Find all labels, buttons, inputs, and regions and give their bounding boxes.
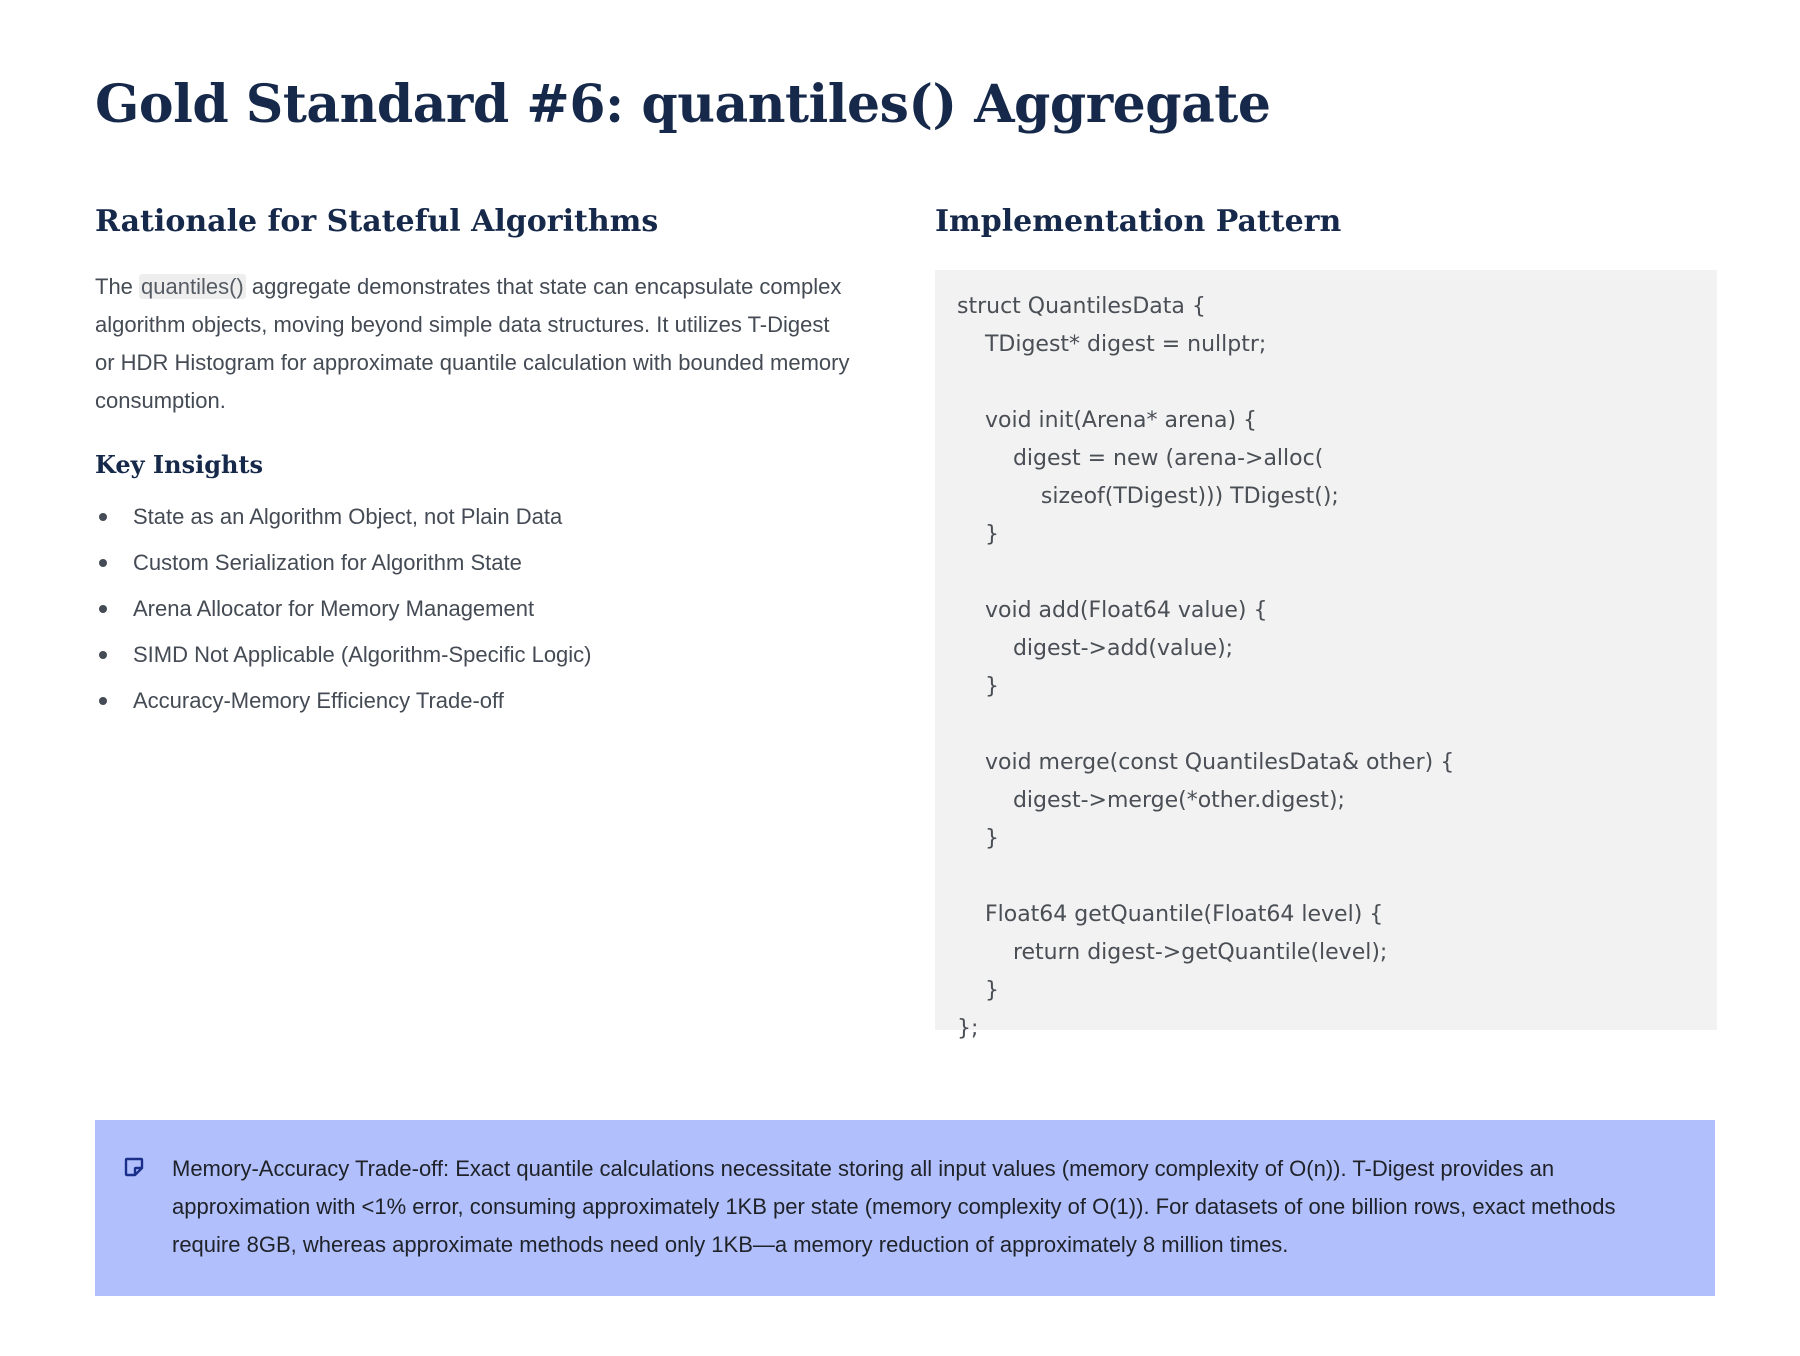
code-line: }	[957, 978, 999, 1003]
code-line	[957, 706, 1695, 744]
intro-text-end: aggregate demonstrates that state can encapsulate complex algorithm objects, moving beyond simple data structures. It utilizes T-Digest or HDR Histogram for approximate quantile calculation with bounded memory consumption.	[95, 274, 850, 413]
code-line	[957, 554, 1695, 592]
code-line	[957, 858, 1695, 896]
code-line: digest->add(value);	[957, 636, 1234, 661]
rationale-paragraph	[95, 268, 855, 420]
callout-text: Memory-Accuracy Trade-off: Exact quantile calculations necessitate storing all input values (memory complexity of O(n)). T-Digest provides an approximation with <1% error, consuming approximately 1KB per state (memory complexity of O(1)). For datasets of one billion rows, exact methods require 8GB, whereas approximate methods need only 1KB—a memory reduction of approximately 8 million times.	[172, 1156, 1616, 1257]
list-item	[95, 594, 855, 624]
bullet-icon	[99, 559, 107, 567]
insight-text: Accuracy-Memory Efficiency Trade-off	[133, 688, 504, 713]
code-line: }	[957, 826, 999, 851]
list-item	[95, 686, 855, 716]
rationale-section	[95, 200, 855, 732]
note-icon	[123, 1156, 145, 1178]
rationale-heading: Rationale for Stateful Algorithms	[95, 204, 659, 239]
code-line: digest->merge(*other.digest);	[957, 788, 1345, 813]
code-line: digest = new (arena->alloc(	[957, 446, 1324, 471]
inline-code-quantiles: quantiles()	[141, 274, 244, 299]
bullet-icon	[99, 513, 107, 521]
insight-text: SIMD Not Applicable (Algorithm-Specific Logic)	[133, 642, 592, 667]
insight-text: Custom Serialization for Algorithm State	[133, 550, 522, 575]
insight-text: Arena Allocator for Memory Management	[133, 596, 535, 621]
code-line: struct QuantilesData {	[957, 294, 1206, 319]
callout-note	[95, 1120, 1715, 1296]
insight-text: State as an Algorithm Object, not Plain Data	[133, 504, 563, 529]
bullet-icon	[99, 605, 107, 613]
intro-text-start: The	[95, 274, 140, 299]
code-line: void add(Float64 value) {	[957, 598, 1268, 623]
code-line	[957, 364, 1695, 402]
code-line: void init(Arena* arena) {	[957, 408, 1258, 433]
code-line: sizeof(TDigest))) TDigest();	[957, 484, 1339, 509]
code-line: Float64 getQuantile(Float64 level) {	[957, 902, 1384, 927]
code-block	[935, 270, 1717, 1041]
list-item	[95, 548, 855, 578]
key-insights-heading: Key Insights	[95, 450, 264, 479]
key-insights-list	[95, 502, 855, 716]
list-item	[95, 502, 855, 532]
page-title: Gold Standard #6: quantiles() Aggregate	[95, 74, 1271, 135]
code-line: }	[957, 674, 999, 699]
bullet-icon	[99, 651, 107, 659]
code-line: return digest->getQuantile(level);	[957, 940, 1388, 965]
implementation-section	[935, 200, 1717, 1041]
code-line: }	[957, 522, 999, 547]
code-line: TDigest* digest = nullptr;	[957, 332, 1267, 357]
implementation-heading: Implementation Pattern	[935, 204, 1342, 239]
bullet-icon	[99, 697, 107, 705]
code-line: void merge(const QuantilesData& other) {	[957, 750, 1455, 775]
list-item	[95, 640, 855, 670]
code-line: };	[957, 1016, 979, 1041]
